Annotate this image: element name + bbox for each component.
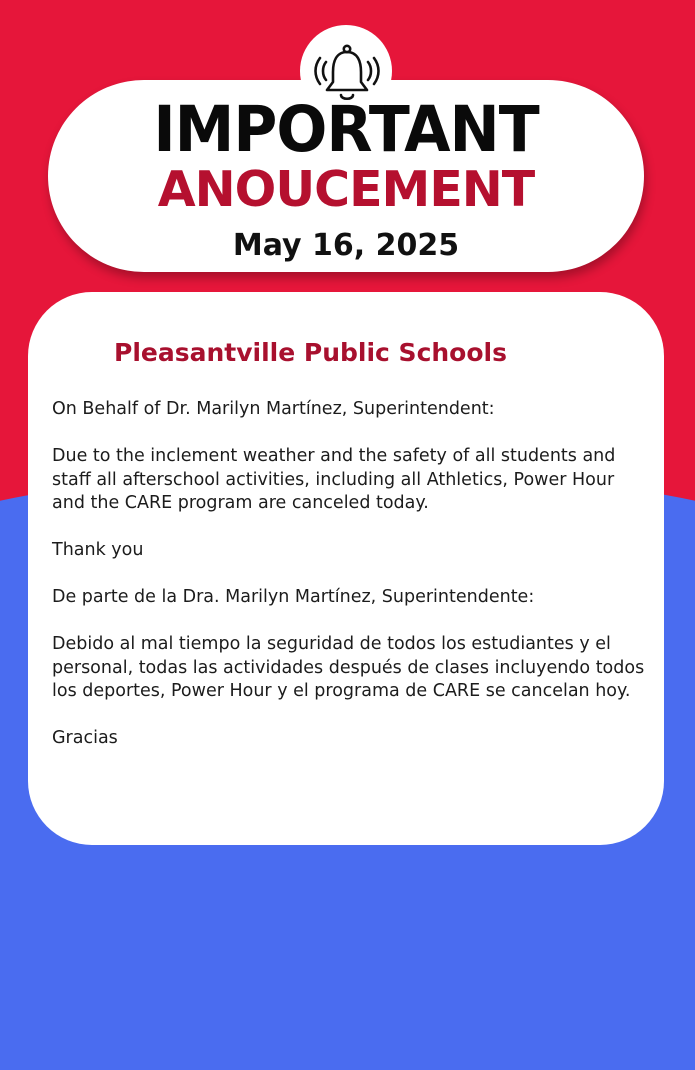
message-body — [52, 398, 652, 774]
greeting-english: On Behalf of Dr. Marilyn Martínez, Superintendent: — [52, 399, 495, 419]
title-important: IMPORTANT — [153, 93, 539, 167]
greeting-spanish: De parte de la Dra. Marilyn Martínez, Superintendente: — [52, 587, 535, 607]
closing-english: Thank you — [52, 540, 144, 560]
message-english: Due to the inclement weather and the safety of all students and staff all afterschool activities, including all Athletics, Power Hour and the CARE program are canceled today. — [52, 446, 616, 513]
announcement-date: May 16, 2025 — [232, 228, 460, 263]
closing-spanish: Gracias — [52, 728, 118, 748]
message-spanish: Debido al mal tiempo la seguridad de todos los estudiantes y el personal, todas las actividades después de clases incluyendo todos los deportes, Power Hour y el programa de CARE se cancelan hoy. — [52, 634, 645, 701]
organization-name: Pleasantville Public Schools — [114, 338, 507, 367]
title-announcement: ANOUCEMENT — [157, 161, 535, 218]
